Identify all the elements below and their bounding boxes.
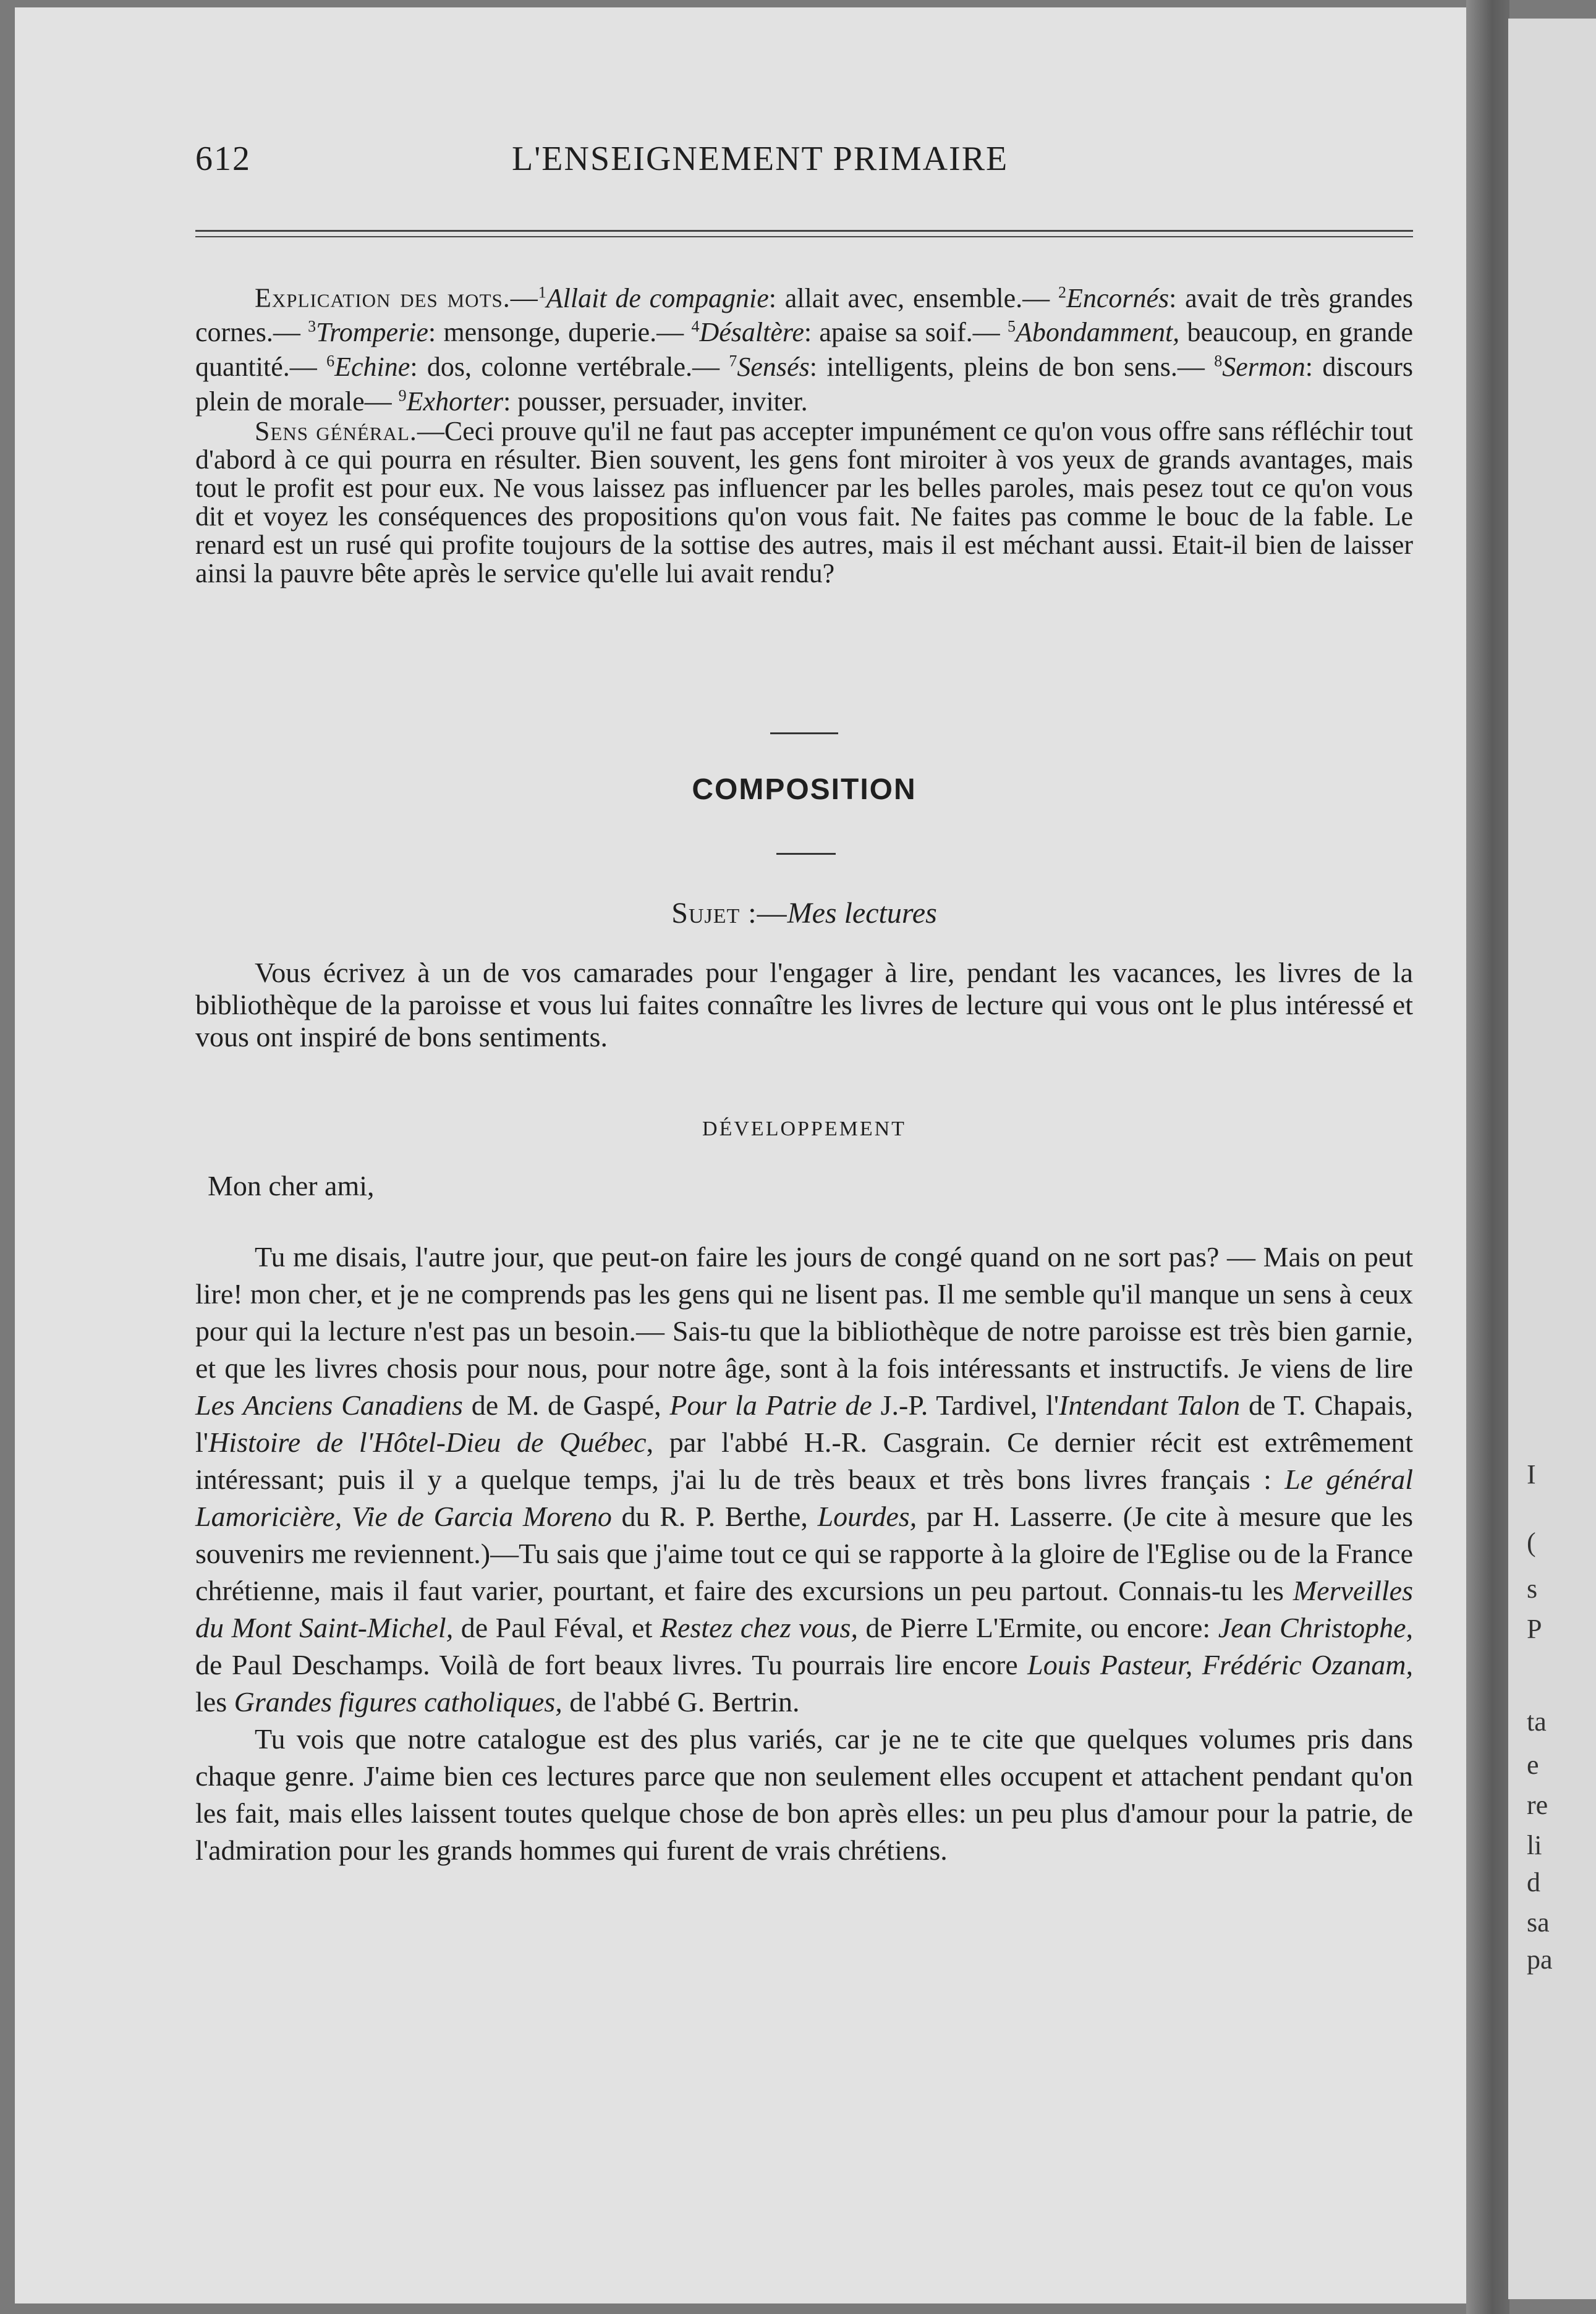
footnote-number: 5 (1008, 317, 1016, 336)
facing-page-fragment: re (1527, 1790, 1548, 1820)
letter-text: par H. Lasserre. (Je cite à mesure que les souvenirs me reviennent.)—Tu sais que j'aime tout ce qui se rapporte à la gloire de l'Eglise ou de la France chrétienne, mais il faut varier, pourtant, et faire des excursions un peu partout. Connais-tu les (195, 1501, 1413, 1606)
facing-page-fragment: s (1527, 1574, 1538, 1604)
book-title: Pour la Patrie de (669, 1389, 872, 1421)
word-explanations (195, 278, 1413, 588)
salutation: Mon cher ami, (208, 1170, 375, 1202)
letter-text: du R. P. Berthe, (611, 1501, 818, 1532)
book-title: Jean Christophe, (1218, 1612, 1413, 1643)
footnote-number: 2 (1058, 283, 1066, 301)
letter-text: de Pierre L'Ermite, ou encore: (857, 1612, 1218, 1643)
footnote-number: 4 (691, 317, 700, 336)
composition-title: COMPOSITION (692, 773, 917, 806)
letter-text: de Paul Deschamps. Voilà de fort beaux livres. Tu pourrais lire encore (195, 1649, 1028, 1680)
explanation-label: Explication des mots.— (255, 282, 538, 313)
development-heading: DÉVELOPPEMENT (702, 1117, 906, 1140)
term-definition: : allait avec, ensemble.— (768, 282, 1058, 313)
footnote-number: 7 (729, 352, 737, 370)
binding-gutter (1466, 0, 1509, 2314)
composition-prompt (195, 957, 1413, 1053)
facing-page-fragment: e (1527, 1750, 1539, 1780)
subject-line (195, 896, 1413, 930)
facing-page-fragment: d (1527, 1867, 1540, 1897)
book-title: Le général Lamoricière, Vie de Garcia Moreno (195, 1464, 1414, 1532)
explained-term: Désaltère (699, 317, 804, 348)
book-title: Restez chez vous, (660, 1612, 858, 1643)
facing-page-fragment: I (1527, 1459, 1536, 1490)
book-title: Histoire de l'Hôtel-Dieu de Québec (208, 1426, 647, 1458)
letter-text: J.-P. Tardivel, l' (872, 1389, 1059, 1421)
explained-term: Exhorter (406, 386, 504, 417)
explained-term: Tromperie (316, 317, 428, 348)
facing-page-fragment: P (1527, 1614, 1542, 1644)
facing-page-fragment: ( (1527, 1527, 1536, 1558)
letter-paragraph-1 (195, 1239, 1413, 1721)
explained-term: Abondamment, (1016, 317, 1180, 348)
term-definition: : dos, colonne vertébrale.— (410, 351, 729, 382)
term-definition: beaucoup, en grande quantité.— (195, 317, 1413, 382)
letter-text: de T. Chapais, l' (195, 1389, 1414, 1458)
term-definition: : intelligents, pleins de bon sens.— (809, 351, 1215, 382)
term-definition: : pousser, persuader, inviter. (503, 386, 808, 417)
term-definition: : apaise sa soif.— (804, 317, 1008, 348)
facing-page-fragment: pa (1527, 1944, 1553, 1975)
general-sense-text: —Ceci prouve qu'il ne faut pas accepter impunément ce qu'on vous offre sans réfléchir tout d'abord à ce qui pourra en résulter. Bien souvent, les gens font miroiter à vos yeux de grands avantages, mais tout le profit est pour eux. Ne vous laissez pas influencer par les belles paroles, mais pesez tout ce qu'on vous dit et voyez les conséquences des propositions qu'on vous fait. Ne faites pas comme le bouc de la fable. Le renard est un rusé qui profite toujours de la sottise des autres, mais il est méchant aussi. Etait-il bien de laisser ainsi la pauvre bête après le service qu'elle lui avait rendu? (195, 415, 1413, 588)
section-divider-top (770, 732, 838, 734)
explained-term: Encornés (1066, 282, 1169, 313)
explained-term: Sensés (737, 351, 810, 382)
facing-page-fragment: sa (1527, 1907, 1550, 1938)
letter-text: de Paul Féval, et (453, 1612, 660, 1643)
book-title: Intendant Talon (1059, 1389, 1241, 1421)
letter-text: les (195, 1686, 234, 1718)
header-rule-bottom (195, 236, 1413, 237)
letter-text: , par l'abbé H.-R. Casgrain. Ce dernier récit est extrêmement intéressant; puis il y a quelque temps, j'ai lu de très beaux et très bons livres français : (195, 1426, 1413, 1495)
footnote-number: 9 (398, 386, 407, 404)
subject-title: Mes lectures (787, 897, 937, 930)
page-number: 612 (195, 140, 251, 178)
facing-page-edge (1508, 19, 1596, 2299)
letter-text: de l'abbé G. Bertrin. (562, 1686, 800, 1718)
facing-page-fragment: ta (1527, 1706, 1547, 1737)
facing-page-fragment: li (1527, 1830, 1542, 1860)
footnote-number: 8 (1214, 352, 1223, 370)
running-title: L'ENSEIGNEMENT PRIMAIRE (512, 140, 1009, 178)
term-definition: : discours plein de morale— (195, 351, 1413, 417)
section-divider-bottom (776, 853, 836, 855)
book-title: Grandes figures catholiques, (234, 1686, 562, 1718)
letter-paragraph-2: Tu vois que notre catalogue est des plus variés, car je ne te cite que quelques volumes pris dans chaque genre. J'aime bien ces lectures parce que non seulement elles occupent et attachent pendant qu'on les fait, mais elles laissent toutes quelque chose de bon après elles: un peu plus d'amour pour la patrie, de l'admiration pour les grands hommes qui furent de vrais chrétiens. (195, 1723, 1413, 1866)
subject-label: Sujet :— (671, 897, 787, 930)
footnote-number: 3 (308, 317, 316, 336)
book-title: Lourdes, (817, 1501, 917, 1532)
book-title: Louis Pasteur, Frédéric Ozanam, (1027, 1649, 1413, 1680)
term-definition: : avait de très grandes cornes.— (195, 282, 1413, 348)
explained-term: Sermon (1222, 351, 1305, 382)
explained-term: Allait de compagnie (546, 282, 769, 313)
header-rule-top (195, 230, 1413, 232)
book-title: Les Anciens Canadiens (195, 1389, 463, 1421)
book-title: Merveilles du Mont Saint-Michel, (195, 1575, 1413, 1643)
footnote-number: 6 (326, 352, 335, 370)
letter-body (195, 1239, 1413, 1869)
general-sense-paragraph (195, 417, 1413, 588)
footnote-number: 1 (538, 283, 546, 301)
general-sense-label: Sens général. (255, 415, 417, 446)
explained-term: Echine (334, 351, 410, 382)
letter-text: Tu me disais, l'autre jour, que peut-on faire les jours de congé quand on ne sort pas? — Mais on peut lire! mon cher, et je ne comprends pas les gens qui ne lisent pas. Il me semble qu'il manque un sens à ceux pour qui la lecture n'est pas un besoin.— Sais-tu que la bibliothèque de notre paroisse est très bien garnie, et que les livres chosis pour nous, pour notre âge, sont à la fois intéressants et instructifs. Je viens de lire (195, 1241, 1413, 1384)
prompt-text: Vous écrivez à un de vos camarades pour l'engager à lire, pendant les vacances, les livres de la bibliothèque de la paroisse et vous lui faites connaître les livres de lecture qui vous ont le plus intéressé et vous ont inspiré de bons sentiments. (195, 957, 1413, 1053)
letter-text: de M. de Gaspé, (462, 1389, 670, 1421)
term-definition: : mensonge, duperie.— (428, 317, 692, 348)
